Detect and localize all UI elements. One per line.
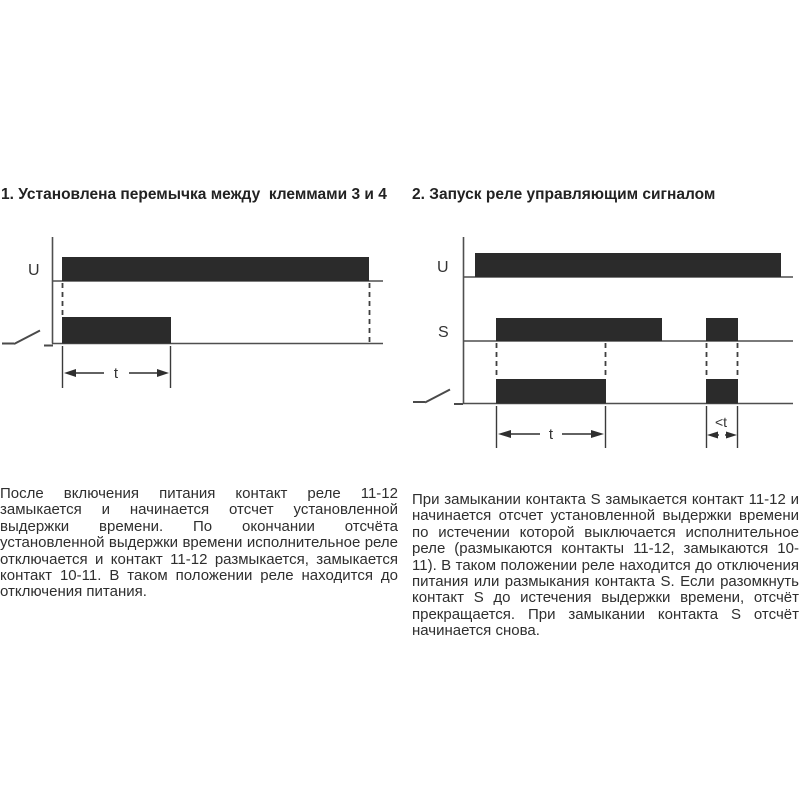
diagram1-signals <box>62 257 370 344</box>
arrowhead-left-icon <box>707 432 718 439</box>
section1-heading: 1. Установлена перемычка между клеммами 3 и 4 <box>1 186 387 203</box>
arrowhead-right-icon <box>726 432 737 439</box>
t-dimension <box>63 346 171 388</box>
relay-pulse-bar-1 <box>496 379 606 404</box>
t-label: t <box>548 426 554 443</box>
relay-contact-switch-icon <box>413 390 463 405</box>
short-t-label: <t <box>714 414 728 430</box>
section2-heading: 2. Запуск реле управляющим сигналом <box>412 186 716 203</box>
section1-paragraph: После включения питания контакт реле 11-12 замыкается и начинается отсчет установленной выдержки времени. По окончании отсчёта установленной выдержки времени исполнительное реле отключается и контакт 11-12 размыкается, замыкается контакт 10-11. В таком положении реле находится до отключения питания. <box>0 485 398 601</box>
s-pulse-bar-2 <box>706 318 738 341</box>
arrowhead-right-icon <box>157 369 169 377</box>
s-signal-label: S <box>438 324 449 341</box>
u-pulse-bar <box>62 257 369 281</box>
switch-blade <box>425 390 450 403</box>
diagram2-signals <box>475 253 781 404</box>
arrowhead-right-icon <box>591 430 604 438</box>
s-pulse-bar-1 <box>496 318 662 341</box>
t-label: t <box>113 365 119 382</box>
timing-diagram-1 <box>0 210 400 460</box>
arrowhead-left-icon <box>498 430 511 438</box>
relay-pulse-bar <box>62 317 171 344</box>
section2-paragraph: При замыкании контакта S замыкается контакт 11-12 и начинается отсчет установленной выдержки времени по истечении которой выключается исполнительное реле (размыкаются контакты 11-12, замыкаются 10-11). В таком положении реле находится до отключения питания или размыкания контакта S. Если разомкнуть контакт S до истечения выдержки времени, отсчёт прекращается. При замыкании контакта S отсчёт начинается снова. <box>412 491 799 640</box>
relay-pulse-bar-2 <box>706 379 738 404</box>
u-signal-label: U <box>437 259 449 276</box>
relay-contact-switch-icon <box>2 331 53 346</box>
t-dimension <box>497 406 606 448</box>
arrowhead-left-icon <box>64 369 76 377</box>
u-pulse-bar <box>475 253 781 277</box>
switch-blade <box>14 331 40 345</box>
timing-diagram-2 <box>400 210 800 460</box>
short-t-dimension <box>707 406 738 448</box>
u-signal-label: U <box>28 262 40 279</box>
